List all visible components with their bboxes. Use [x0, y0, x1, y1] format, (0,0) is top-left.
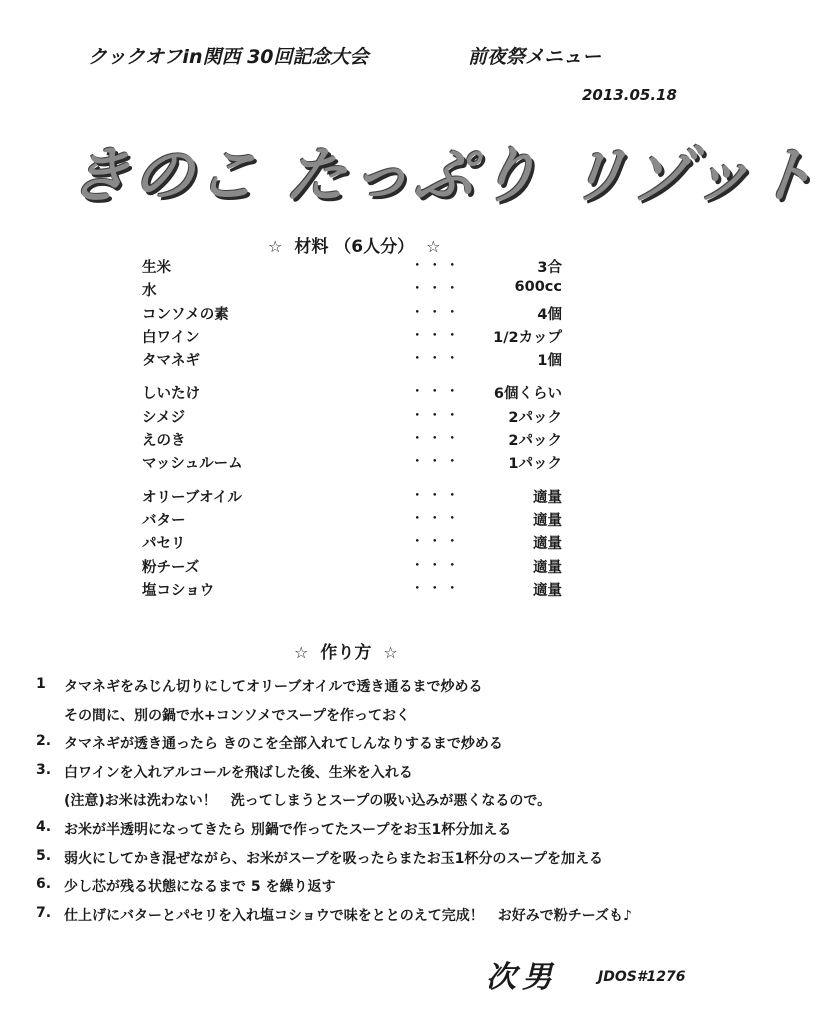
date: 2013.05.18 [582, 86, 677, 104]
ingredient-name: バター [142, 512, 186, 529]
menu-label: 前夜祭メニュー [468, 46, 602, 68]
ingredient-row [142, 532, 562, 555]
step-text: (注意)お米は洗わない！ 洗ってしまうとスープの吸い込みが悪くなるので。 [64, 793, 552, 810]
step-number: 5. [36, 847, 52, 864]
leader-dots: ・・・ [410, 534, 463, 551]
author-name: 次男 [486, 960, 558, 995]
step-row [36, 676, 716, 705]
ingredient-row [142, 382, 562, 405]
step-row [36, 876, 716, 905]
ingredient-group [142, 382, 562, 475]
ingredient-group [142, 256, 562, 372]
ingredient-quantity: 適量 [533, 582, 562, 599]
leader-dots: ・・・ [410, 304, 463, 321]
step-text: タマネギが透き通ったら きのこを全部入れてしんなりするまで炒める [64, 736, 503, 753]
leader-dots: ・・・ [410, 431, 463, 448]
ingredient-quantity: 600cc [514, 279, 562, 296]
ingredient-row [142, 256, 562, 279]
steps-list [36, 676, 716, 933]
leader-dots: ・・・ [410, 351, 463, 368]
ingredient-name: タマネギ [142, 353, 200, 370]
star-icon: ☆ [383, 643, 398, 662]
ingredient-group [142, 486, 562, 602]
ingredient-name: マッシュルーム [142, 456, 243, 473]
leader-dots: ・・・ [410, 327, 463, 344]
ingredient-row [142, 556, 562, 579]
ingredient-quantity: 適量 [533, 512, 562, 529]
dish-title: きのこ たっぷり リゾット [65, 141, 824, 211]
step-text: 仕上げにバターとパセリを入れ塩コショウで味をととのえて完成！ お好みで粉チーズも♪ [64, 907, 632, 924]
ingredient-quantity: 2パック [508, 409, 562, 426]
ingredient-quantity: 3合 [537, 260, 562, 276]
star-icon: ☆ [294, 643, 309, 662]
leader-dots: ・・・ [410, 510, 463, 527]
ingredient-quantity: 1パック [508, 456, 562, 473]
ingredient-name: 水 [142, 283, 157, 300]
leader-dots: ・・・ [410, 487, 463, 504]
step-row [36, 790, 716, 819]
ingredient-row [142, 509, 562, 532]
leader-dots: ・・・ [410, 580, 463, 597]
step-number: 4. [36, 818, 52, 835]
step-text: 少し芯が残る状態になるまで 5 を繰り返す [64, 879, 336, 896]
steps-heading-text: 作り方 [320, 643, 372, 663]
leader-dots: ・・・ [410, 384, 463, 401]
step-number: 6. [36, 876, 52, 893]
ingredients-heading-text: 材料 （6人分） [294, 237, 415, 257]
member-code: JDOS#1276 [598, 969, 686, 985]
ingredient-row [142, 326, 562, 349]
step-text: 弱火にしてかき混ぜながら、お米がスープを吸ったらまたお玉1杯分のスープを加える [64, 850, 603, 867]
ingredient-quantity: 2パック [508, 433, 562, 450]
ingredient-quantity: 適量 [533, 536, 562, 553]
ingredient-name: オリーブオイル [142, 489, 242, 506]
step-number: 7. [36, 904, 52, 921]
leader-dots: ・・・ [410, 454, 463, 471]
event-title: クックオフin関西 30回記念大会 [88, 46, 369, 68]
step-number: 3. [36, 761, 52, 778]
step-text: タマネギをみじん切りにしてオリーブオイルで透き通るまで炒める [64, 679, 483, 695]
ingredient-quantity: 6個くらい [493, 386, 562, 403]
leader-dots: ・・・ [410, 407, 463, 424]
star-icon: ☆ [426, 237, 441, 256]
ingredient-name: 塩コショウ [142, 582, 215, 599]
ingredient-name: しいたけ [142, 386, 200, 403]
ingredient-row [142, 303, 562, 326]
ingredient-quantity: 適量 [533, 489, 562, 506]
ingredient-name: 白ワイン [142, 329, 200, 346]
ingredients-list [142, 256, 562, 612]
ingredient-row [142, 579, 562, 602]
ingredient-row [142, 406, 562, 429]
ingredient-quantity: 4個 [537, 306, 562, 323]
star-icon: ☆ [268, 237, 283, 256]
ingredient-quantity: 適量 [533, 559, 562, 576]
step-row [36, 733, 716, 762]
step-text: お米が半透明になってきたら 別鍋で作ってたスープをお玉1杯分加える [64, 821, 512, 838]
step-text: 白ワインを入れアルコールを飛ばした後、生米を入れる [64, 764, 413, 781]
ingredient-name: 粉チーズ [142, 559, 200, 576]
ingredient-row [142, 486, 562, 509]
step-row [36, 905, 716, 934]
step-row [36, 819, 716, 848]
ingredient-row [142, 279, 562, 302]
ingredient-row [142, 452, 562, 475]
leader-dots: ・・・ [410, 557, 463, 574]
steps-heading [282, 638, 410, 663]
step-number: 2. [36, 733, 52, 750]
step-row [36, 848, 716, 877]
ingredient-name: えのき [142, 433, 186, 450]
ingredient-name: 生米 [142, 260, 171, 276]
step-row [36, 705, 716, 734]
ingredient-quantity: 1/2カップ [493, 329, 562, 346]
step-row [36, 762, 716, 791]
ingredient-name: シメジ [142, 409, 186, 426]
ingredient-row [142, 429, 562, 452]
ingredient-name: コンソメの素 [142, 306, 229, 323]
ingredient-row [142, 349, 562, 372]
leader-dots: ・・・ [410, 281, 463, 298]
ingredient-quantity: 1個 [537, 353, 562, 370]
ingredient-name: パセリ [142, 536, 186, 553]
step-text: その間に、別の鍋で水+コンソメでスープを作っておく [64, 707, 411, 724]
step-number: 1 [36, 676, 46, 692]
leader-dots: ・・・ [410, 258, 463, 274]
